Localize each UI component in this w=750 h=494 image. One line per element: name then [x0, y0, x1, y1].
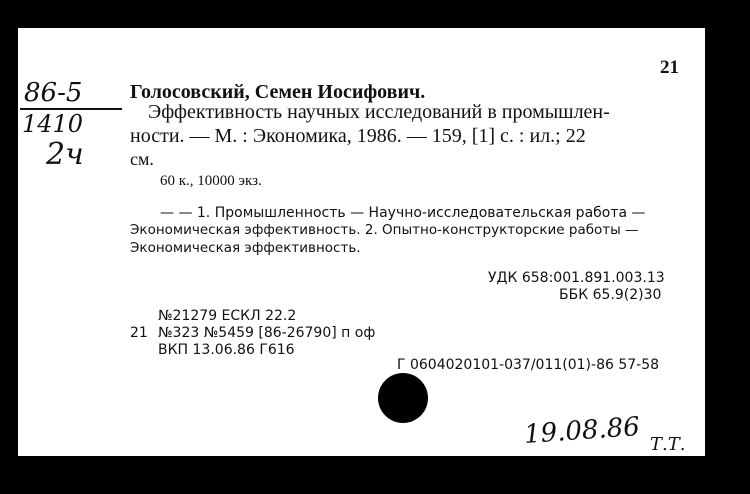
subjects-line-1: — — 1. Промышленность — Научно-исследовательская работа —: [160, 205, 646, 221]
card-number: 21: [660, 57, 679, 78]
subjects-line-2: Экономическая эффективность. 2. Опытно-конструкторские работы —: [130, 222, 639, 238]
author-heading: Голосовский, Семен Иосифович.: [130, 81, 426, 103]
index-code: Г 0604020101-037/011(01)-86 57-58: [397, 357, 660, 373]
shelfmark-line2: 1410: [22, 110, 84, 138]
subjects-line-3: Экономическая эффективность.: [130, 240, 361, 256]
bbk-code: ББК 65.9(2)30: [559, 287, 662, 303]
handwritten-initials: Т.Т.: [650, 434, 686, 455]
shelfmark-line3: 2ч: [46, 137, 84, 172]
handwritten-date: 19.08.86: [523, 411, 641, 451]
registration-prefix: 21: [130, 325, 148, 341]
shelfmark-line1: 86-5: [24, 78, 83, 108]
registration-line-2: №323 №5459 [86-26790] п оф: [158, 325, 376, 341]
price-edition: 60 к., 10000 экз.: [160, 173, 262, 189]
title-line-3: см.: [130, 149, 154, 169]
udk-code: УДК 658:001.891.003.13: [488, 270, 665, 286]
registration-line-3: ВКП 13.06.86 Г616: [158, 342, 295, 358]
registration-line-1: №21279 ЕСКЛ 22.2: [158, 308, 297, 324]
punch-hole: [378, 373, 428, 423]
catalog-card: [18, 28, 705, 456]
title-line-1: Эффективность научных исследований в промышлен-: [148, 101, 610, 123]
title-line-2: ности. — М. : Экономика, 1986. — 159, [1] с. : ил.; 22: [130, 125, 586, 147]
